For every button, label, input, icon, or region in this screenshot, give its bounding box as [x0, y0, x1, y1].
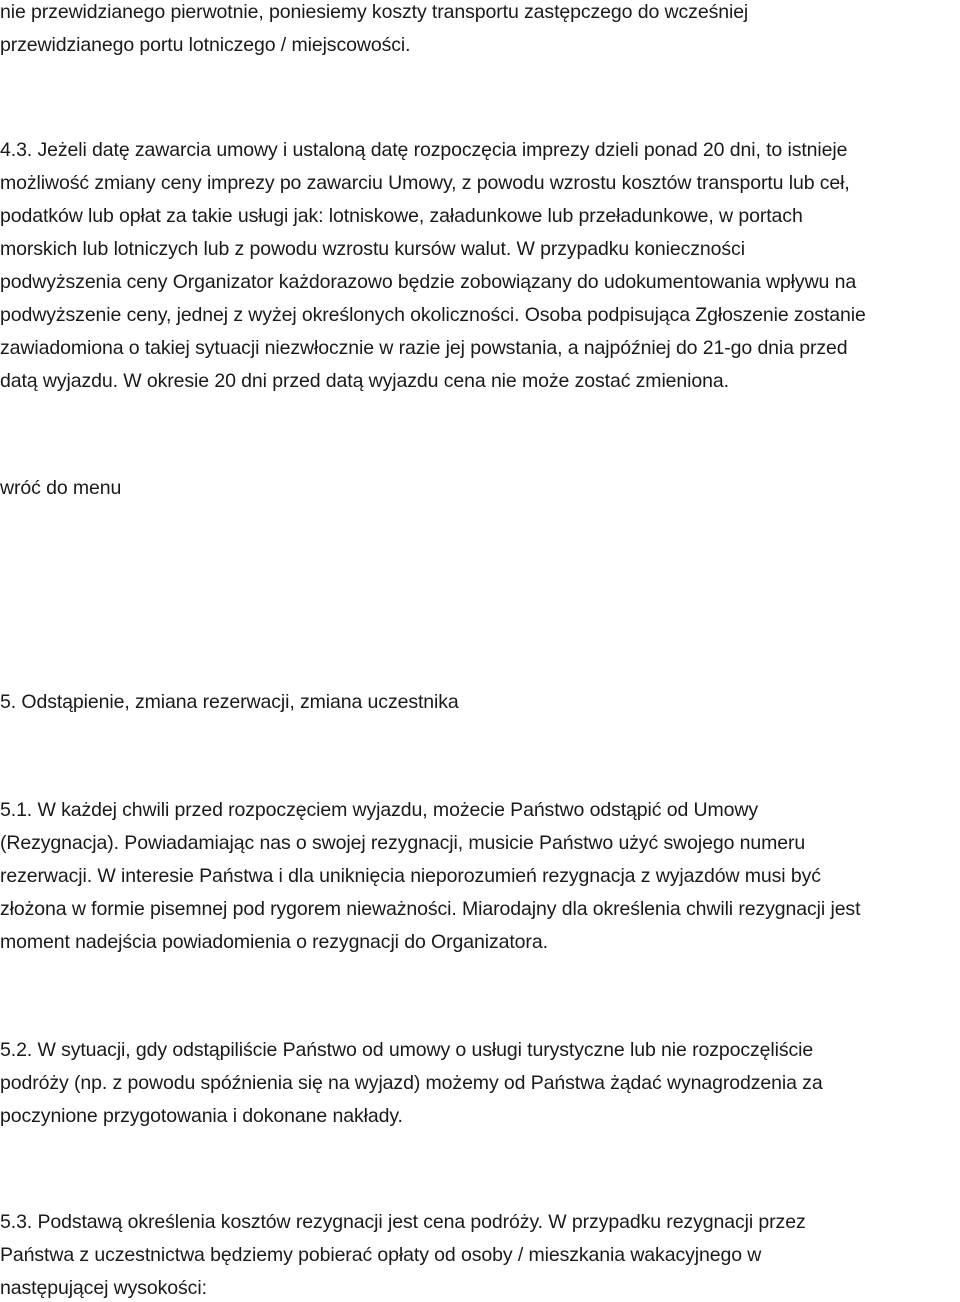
text-line: możliwość zmiany ceny imprezy po zawarciu Umowy, z powodu wzrostu kosztów transportu lub ceł,: [0, 172, 850, 194]
text-line: datą wyjazdu. W okresie 20 dni przed datą wyjazdu cena nie może zostać zmieniona.: [0, 370, 729, 392]
text-line: 5.3. Podstawą określenia kosztów rezygnacji jest cena podróży. W przypadku rezygnacji przez: [0, 1211, 806, 1233]
text-line: złożona w formie pisemnej pod rygorem nieważności. Miarodajny dla określenia chwili rezygnacji jest: [0, 898, 861, 920]
text-line: moment nadejścia powiadomienia o rezygnacji do Organizatora.: [0, 931, 548, 953]
text-line: podróży (np. z powodu spóźnienia się na wyjazd) możemy od Państwa żądać wynagrodzenia za: [0, 1072, 823, 1094]
text-line: podwyższenie ceny, jednej z wyżej określonych okoliczności. Osoba podpisująca Zgłoszenie zostanie: [0, 304, 866, 326]
text-line: 4.3. Jeżeli datę zawarcia umowy i ustaloną datę rozpoczęcia imprezy dzieli ponad 20 dni, to istnieje: [0, 139, 848, 161]
back-to-menu-link[interactable]: wróć do menu: [0, 477, 122, 499]
section-heading: 5. Odstąpienie, zmiana rezerwacji, zmiana uczestnika: [0, 691, 459, 713]
text-line: Państwa z uczestnictwa będziemy pobierać opłaty od osoby / mieszkania wakacyjnego w: [0, 1244, 762, 1266]
text-line: poczynione przygotowania i dokonane nakłady.: [0, 1105, 403, 1127]
text-line: (Rezygnacja). Powiadamiając nas o swojej rezygnacji, musicie Państwo użyć swojego numeru: [0, 832, 806, 854]
text-line: morskich lub lotniczych lub z powodu wzrostu kursów walut. W przypadku konieczności: [0, 238, 745, 260]
text-line: 5.1. W każdej chwili przed rozpoczęciem wyjazdu, możecie Państwo odstąpić od Umowy: [0, 799, 759, 821]
text-line: nie przewidzianego pierwotnie, poniesiemy koszty transportu zastępczego do wcześniej: [0, 1, 749, 23]
text-line: następującej wysokości:: [0, 1277, 207, 1299]
text-line: podatków lub opłat za takie usługi jak: lotniskowe, załadunkowe lub przeładunkowe, w portach: [0, 205, 803, 227]
text-line: rezerwacji. W interesie Państwa i dla uniknięcia nieporozumień rezygnacja z wyjazdów musi być: [0, 865, 821, 887]
text-line: podwyższenia ceny Organizator każdorazowo będzie zobowiązany do udokumentowania wpływu na: [0, 271, 857, 293]
text-line: zawiadomiona o takiej sytuacji niezwłocznie w razie jej powstania, a najpóźniej do 21-go dnia przed: [0, 337, 848, 359]
text-line: przewidzianego portu lotniczego / miejscowości.: [0, 34, 411, 56]
text-line: 5.2. W sytuacji, gdy odstąpiliście Państwo od umowy o usługi turystyczne lub nie rozpoczęliście: [0, 1039, 814, 1061]
